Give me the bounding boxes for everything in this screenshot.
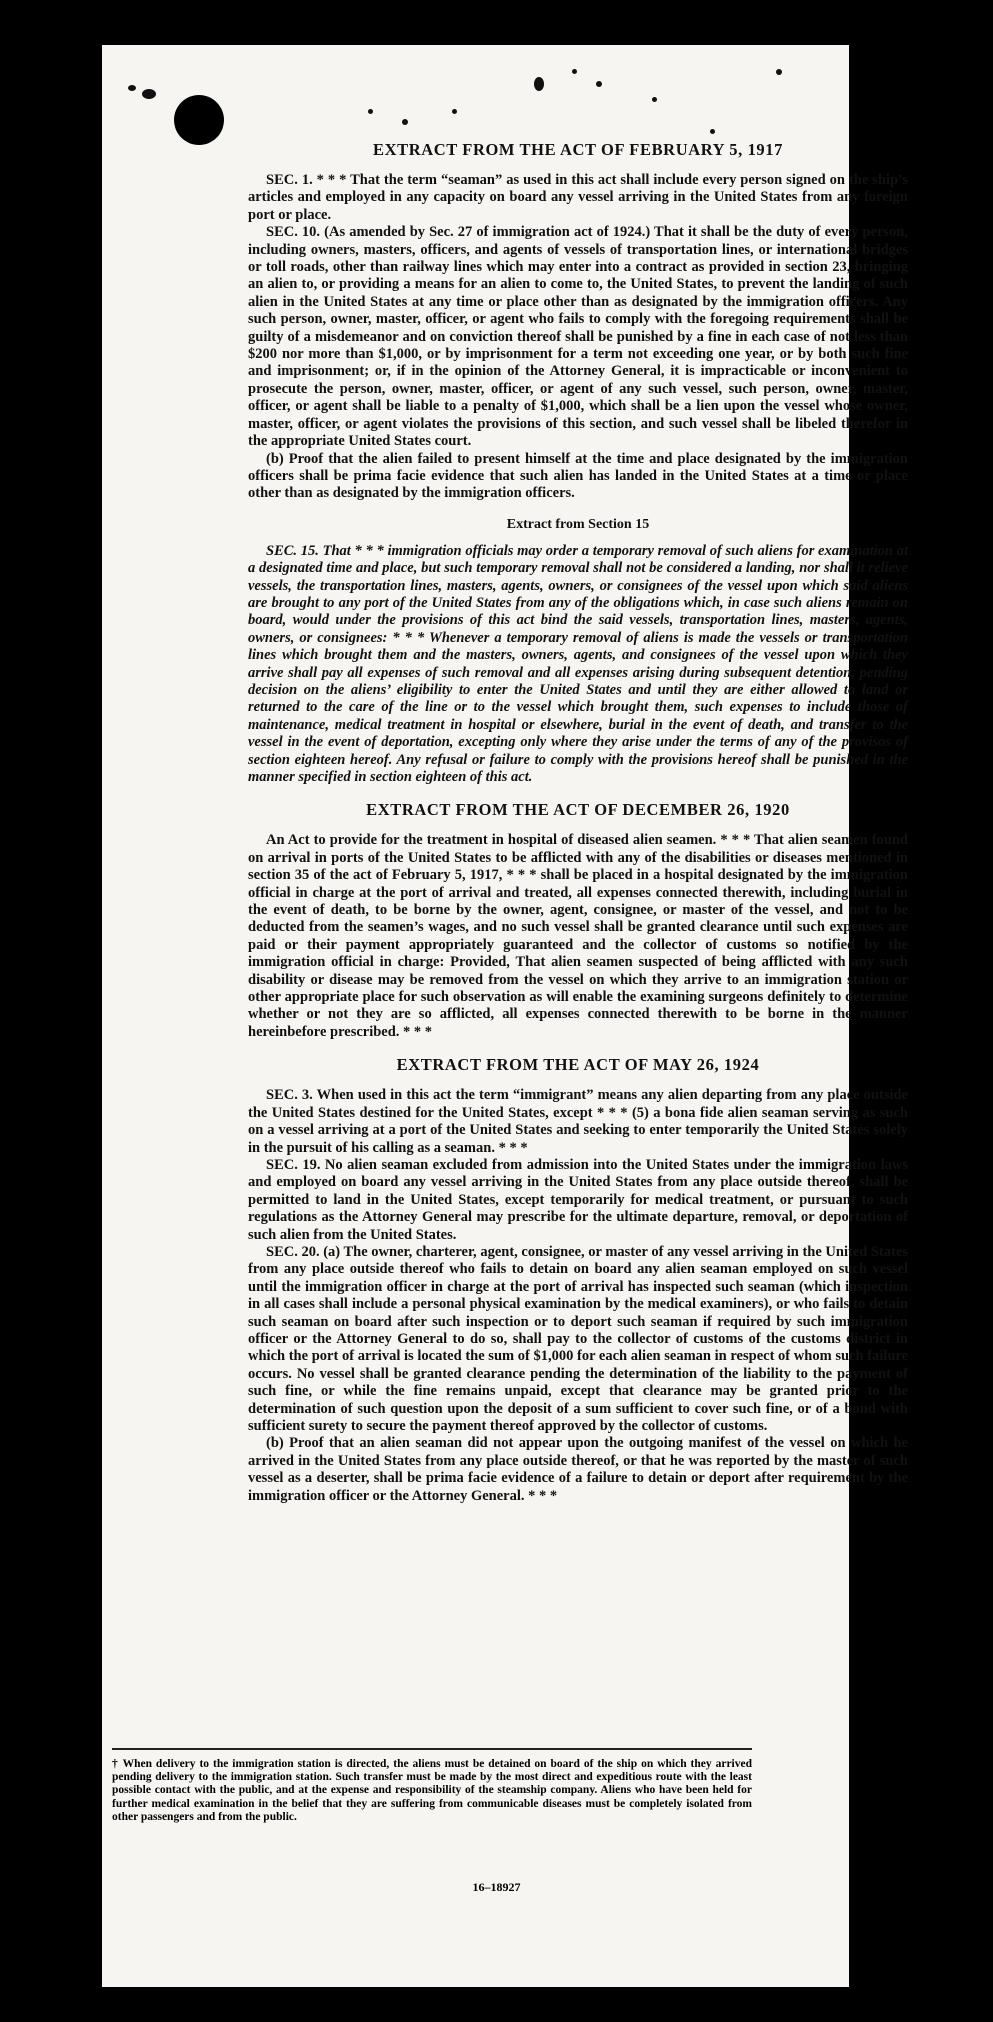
paragraph: SEC. 15. That * * * immigration officials may order a temporary removal of such aliens for examination at a designated time and place, but such temporary removal shall not be considered a landing, nor shall it relieve vessels, the transportation lines, masters, agents, owners, or consignees of the vessel upon which said aliens are brought to any port of the United States from any of the obligations which, in case such aliens remain on board, would under the provisions of this act bind the said vessels, transportation lines, masters, agents, owners, or consignees: * * * Whenever a temporary removal of aliens is made the vessels or transportation lines which brought them and the masters, owners, agents, and consignees of the vessel upon which they arrive shall pay all expenses of such removal and all expenses arising during subsequent detention, pending decision on the aliens’ eligibility to enter the United States and until they are either allowed to land or returned to the care of the line or to the vessel which brought them, such expenses to include those of maintenance, medical treatment in hospital or elsewhere, burial in the event of death, and transfer to the vessel in the event of deportation, excepting only where they arise under the terms of any of the provisos of section eighteen hereof. Any refusal or failure to comply with the provisions hereof shall be punished in the manner specified in section eighteen of this act.: [248, 542, 908, 785]
ink-speck: [652, 97, 657, 102]
ink-speck: [142, 89, 156, 99]
section-subheading: Extract from Section 15: [506, 516, 650, 532]
ink-speck: [776, 69, 782, 75]
section-act-may-1924: [248, 1055, 908, 1505]
page-number: 16–18927: [472, 1880, 521, 1894]
section-heading: EXTRACT FROM THE ACT OF DECEMBER 26, 1920: [366, 800, 790, 820]
ink-speck: [710, 129, 715, 134]
section-heading: EXTRACT FROM THE ACT OF MAY 26, 1924: [396, 1055, 760, 1075]
paragraph: SEC. 20. (a) The owner, charterer, agent, consignee, or master of any vessel arriving in the United States from any place outside thereof who fails to detain on board any alien seaman employed on such vessel until the immigration officer in charge at the port of arrival has inspected such seaman (which inspection in all cases shall include a personal physical examination by the medical examiners), or who fails to detain such seaman on board after such inspection or to deport such seaman if required by such immigration officer or the Attorney General to do so, shall pay to the collector of customs of the customs district in which the port of arrival is located the sum of $1,000 for each alien seaman in respect of whom such failure occurs. No vessel shall be granted clearance pending the determination of the liability to the payment of such fine, or while the fine remains unpaid, except that clearance may be granted prior to the determination of such question upon the deposit of a sum sufficient to cover such fine, or of a bond with sufficient surety to secure the payment thereof approved by the collector of customs.: [248, 1243, 908, 1434]
paragraph: SEC. 3. When used in this act the term “immigrant” means any alien departing from any place outside the United States destined for the United States, except * * * (5) a bona fide alien seaman serving as such on a vessel arriving at a port of the United States and seeking to enter temporarily the United States solely in the pursuit of his calling as a seaman. * * *: [248, 1087, 908, 1156]
footnote: [112, 1748, 752, 1824]
paragraph: (b) Proof that the alien failed to present himself at the time and place designated by the immigration officers shall be prima facie evidence that such alien has landed in the United States at a time or place other than as designated by the immigration officers.: [248, 450, 908, 502]
section-extract-15: [248, 517, 908, 787]
ink-speck: [128, 85, 136, 91]
ink-speck: [534, 77, 544, 91]
section-act-dec-1920: [248, 800, 908, 1041]
section-act-feb-1917: [248, 140, 908, 503]
ink-speck: [402, 119, 408, 125]
paragraph: (b) Proof that an alien seaman did not appear upon the outgoing manifest of the vessel on which he arrived in the United States from any place outside thereof, or that he was reported by the master of such vessel as a deserter, shall be prima facie evidence of a failure to detain or deport after requirement by the immigration officer or the Attorney General. * * *: [248, 1435, 908, 1504]
paragraph: SEC. 19. No alien seaman excluded from admission into the United States under the immigration laws and employed on board any vessel arriving in the United States from any place outside thereof, shall be permitted to land in the United States, except temporarily for medical treatment, or pursuant to such regulations as the Attorney General may prescribe for the ultimate departure, removal, or deportation of such alien from the United States.: [248, 1156, 908, 1243]
paragraph: SEC. 1. * * * That the term “seaman” as used in this act shall include every person signed on the ship’s articles and employed in any capacity on board any vessel arriving in the United States from any foreign port or place.: [248, 172, 908, 223]
document-body: [248, 140, 908, 1519]
paragraph: An Act to provide for the treatment in hospital of diseased alien seamen. * * * That alien seamen found on arrival in ports of the United States to be afflicted with any of the disabilities or diseases mentioned in section 35 of the act of February 5, 1917, * * * shall be placed in a hospital designated by the immigration official in charge at the port of arrival and treated, all expenses connected therewith, including burial in the event of death, to be borne by the owner, agent, consignee, or master of the vessel, and not to be deducted from the seamen’s wages, and no such vessel shall be granted clearance until such expenses are paid or their payment appropriately guaranteed and the collector of customs so notified by the immigration official in charge: Provided, That alien seamen suspected of being afflicted with any such disability or disease may be removed from the vessel on which they arrive to an immigration station or other appropriate place for such observation as will enable the examining surgeons definitely to determine whether or not they are so afflicted, all expenses connected therewith to be borne in the manner hereinbefore prescribed. * * *: [248, 832, 908, 1040]
ink-speck: [368, 109, 373, 114]
section-heading: EXTRACT FROM THE ACT OF FEBRUARY 5, 1917: [373, 140, 783, 159]
punch-hole: [174, 95, 224, 145]
footnote-text: † When delivery to the immigration station is directed, the aliens must be detained on board of the ship on which they arrived pending delivery to the immigration station. Such transfer must be made by the most direct and expeditious route with the least possible contact with the public, and at the expense and responsibility of the steamship company. Aliens who have been held for further medical examination in the belief that they are suffering from communicable diseases must be completely isolated from other passengers and from the public.: [112, 1758, 752, 1823]
ink-speck: [572, 69, 577, 74]
ink-speck: [452, 109, 457, 114]
paragraph: SEC. 10. (As amended by Sec. 27 of immigration act of 1924.) That it shall be the duty of every person, including owners, masters, officers, and agents of vessels of transportation lines, or international bridges or toll roads, other than railway lines which may enter into a contract as provided in section 23, bringing an alien to, or providing a means for an alien to come to, the United States, to prevent the landing of such alien in the United States at any time or place other than as designated by the immigration officers. Any such person, owner, master, officer, or agent who fails to comply with the foregoing requirements shall be guilty of a misdemeanor and on conviction thereof shall be punished by a fine in each case of not less than $200 nor more than $1,000, or by imprisonment for a term not exceeding one year, or by both such fine and imprisonment; or, if in the opinion of the Attorney General, it is impracticable or inconvenient to prosecute the person, owner, master, officer, or agent of any such vessel, such person, owner, master, officer, or agent shall be liable to a penalty of $1,000, which shall be a lien upon the vessel whose owner, master, officer, or agent violates the provisions of this section, and such vessel shall be libeled therefor in the appropriate United States court.: [248, 224, 908, 450]
ink-speck: [596, 81, 602, 87]
